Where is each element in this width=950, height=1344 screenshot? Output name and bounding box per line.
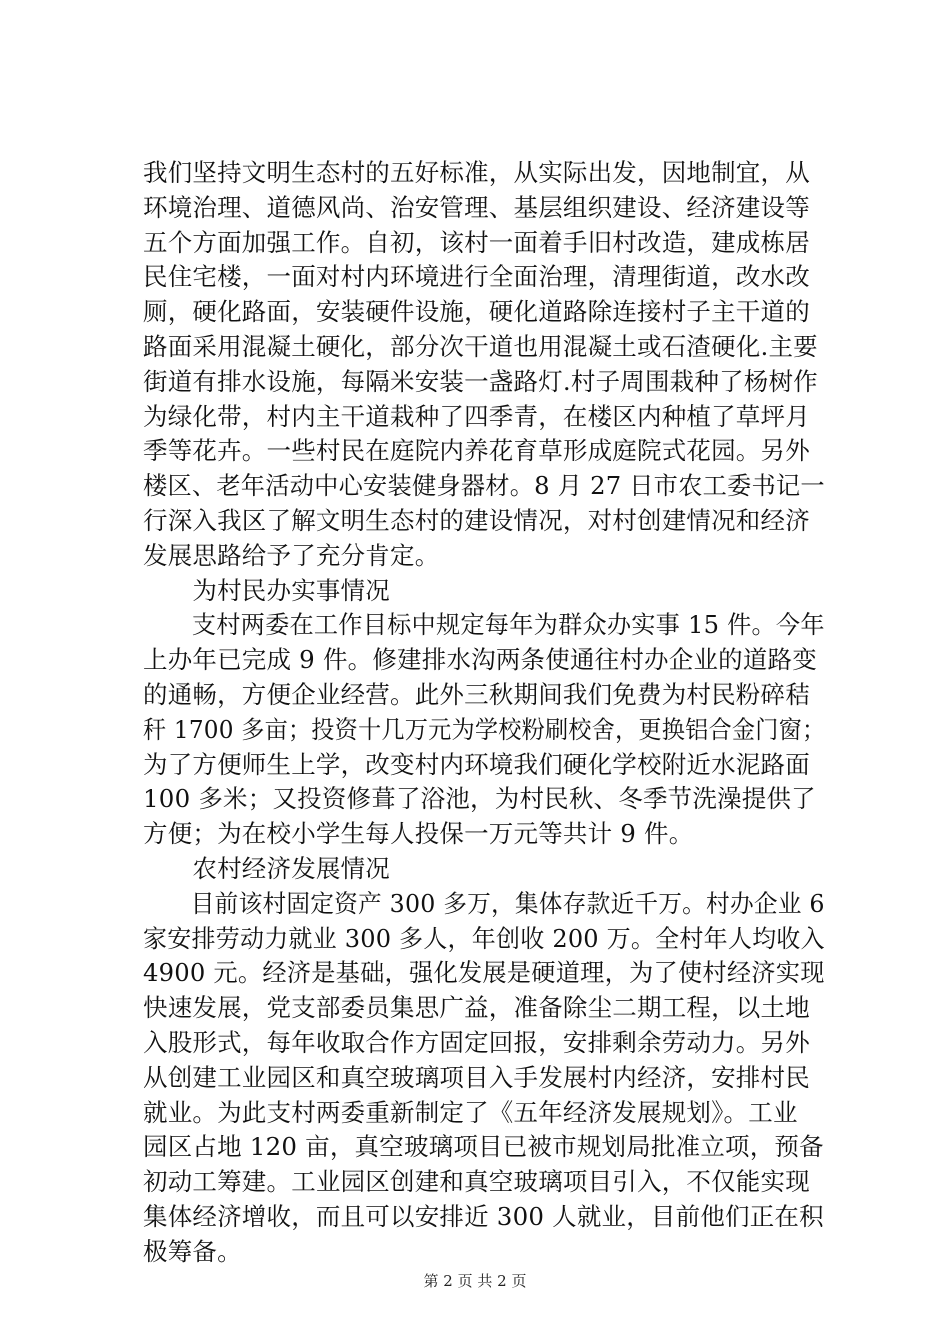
text-line: 农村经济发展情况 — [143, 853, 390, 883]
text-line: 五个方面加强工作。自初，该村一面着手旧村改造，建成栋居 — [143, 227, 810, 257]
text-line: 就业。为此支村两委重新制定了《五年经济发展规划》。工业 — [143, 1097, 798, 1127]
text-line: 集体经济增收，而且可以安排近 300 人就业，目前他们正在积 — [143, 1201, 824, 1231]
text-line: 我们坚持文明生态村的五好标准，从实际出发，因地制宜，从 — [143, 158, 810, 187]
text-line: 民住宅楼，一面对村内环境进行全面治理，清理街道，改水改 — [143, 262, 810, 292]
text-line: 100 多米；又投资修葺了浴池，为村民秋、冬季节洗澡提供了 — [143, 784, 816, 814]
text-line: 行深入我区了解文明生态村的建设情况，对村创建情况和经济 — [143, 505, 810, 535]
text-line: 方便；为在校小学生每人投保一万元等共计 9 件。 — [143, 819, 694, 849]
text-line: 从创建工业园区和真空玻璃项目入手发展村内经济，安排村民 — [143, 1062, 810, 1092]
text-line: 为了方便师生上学，改变村内环境我们硬化学校附近水泥路面 — [143, 749, 810, 779]
text-line: 发展思路给予了充分肯定。 — [143, 540, 440, 570]
text-line: 为村民办实事情况 — [143, 575, 390, 605]
text-line: 环境治理、道德风尚、治安管理、基层组织建设、经济建设等 — [143, 192, 810, 222]
text-line: 支村两委在工作目标中规定每年为群众办实事 15 件。今年 — [143, 610, 825, 640]
text-line: 季等花卉。一些村民在庭院内养花育草形成庭院式花园。另外 — [143, 436, 810, 466]
text-line: 初动工筹建。工业园区创建和真空玻璃项目引入，不仅能实现 — [143, 1167, 810, 1197]
text-line: 4900 元。经济是基础，强化发展是硬道理，为了使村经济实现 — [143, 958, 825, 988]
text-line: 路面采用混凝土硬化，部分次干道也用混凝土或石渣硬化.主要 — [143, 331, 818, 361]
text-line: 入股形式，每年收取合作方固定回报，安排剩余劳动力。另外 — [143, 1027, 810, 1057]
text-line: 家安排劳动力就业 300 多人，年创收 200 万。全村年人均收入 — [143, 923, 825, 953]
text-line: 为绿化带，村内主干道栽种了四季青，在楼区内种植了草坪月 — [143, 401, 810, 431]
page-footer: 第 2 页 共 2 页 — [423, 1272, 527, 1290]
body-text — [143, 156, 826, 1270]
text-line: 的通畅，方便企业经营。此外三秋期间我们免费为村民粉碎秸 — [143, 679, 810, 709]
text-line: 秆 1700 多亩；投资十几万元为学校粉刷校舍，更换铝合金门窗； — [143, 714, 826, 744]
text-line: 上办年已完成 9 件。修建排水沟两条使通往村办企业的道路变 — [143, 645, 817, 675]
text-line: 园区占地 120 亩，真空玻璃项目已被市规划局批准立项，预备 — [143, 1132, 824, 1162]
text-line: 目前该村固定资产 300 多万，集体存款近千万。村办企业 6 — [143, 888, 825, 918]
text-line: 楼区、老年活动中心安装健身器材。8 月 27 日市农工委书记一 — [143, 471, 825, 501]
text-line: 快速发展，党支部委员集思广益，准备除尘二期工程，以土地 — [143, 993, 810, 1023]
text-line: 厕，硬化路面，安装硬件设施，硬化道路除连接村子主干道的 — [143, 297, 810, 327]
text-line: 街道有排水设施，每隔米安装一盏路灯.村子周围栽种了杨树作 — [143, 366, 818, 396]
text-line: 极筹备。 — [143, 1236, 242, 1266]
